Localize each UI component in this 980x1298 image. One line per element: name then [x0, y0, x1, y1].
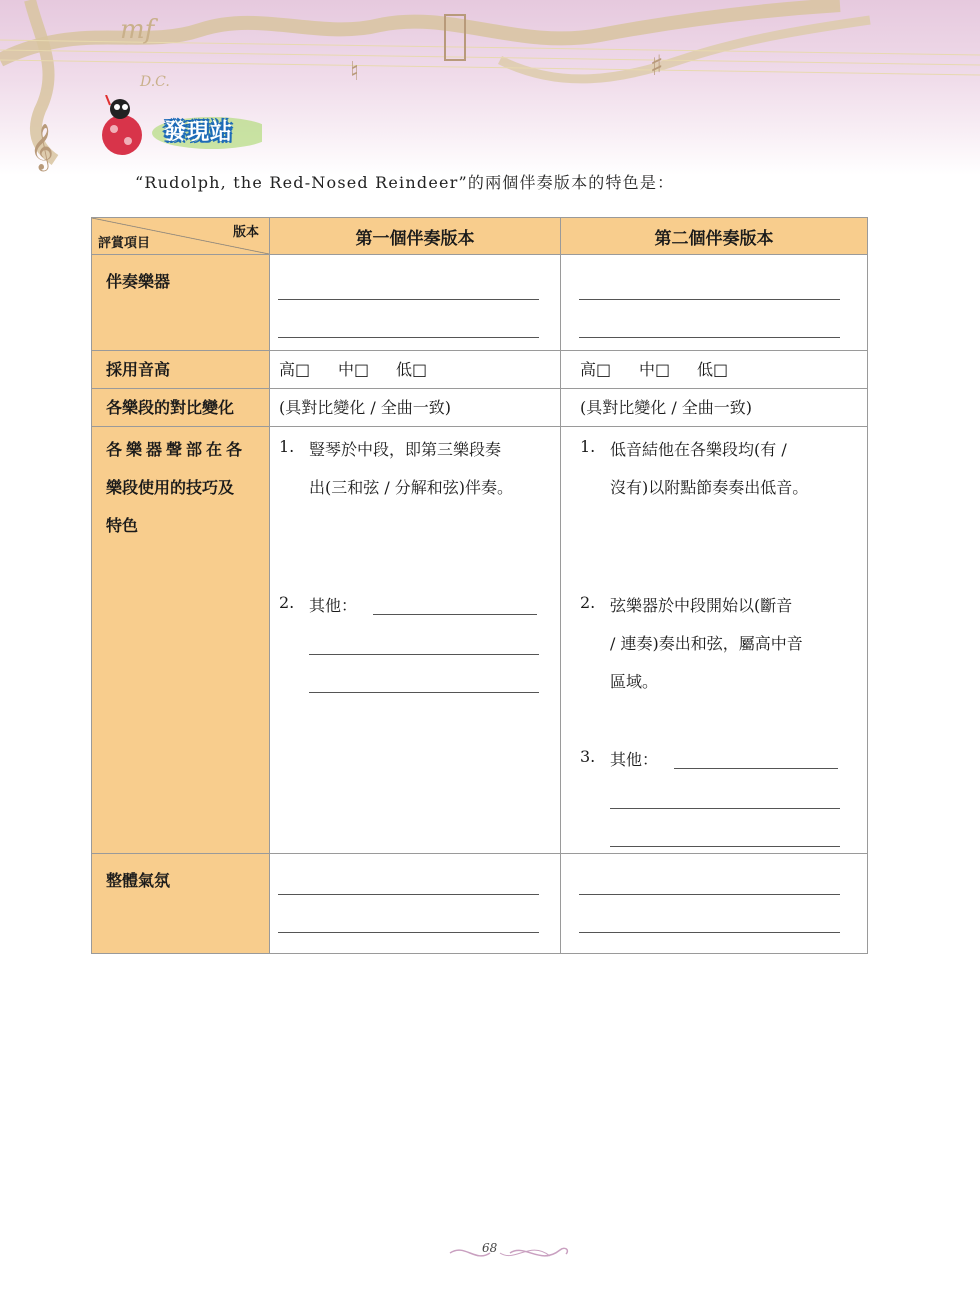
corner-cell [92, 218, 270, 255]
item-number: 2. [279, 593, 295, 612]
corner-version-label: 版本 [232, 225, 259, 240]
item-number: 1. [279, 437, 295, 456]
column-header-version-2: 第二個伴奏版本 [561, 218, 868, 255]
row-label-instruments: 伴奏樂器 [92, 255, 270, 351]
pitch-mid-checkbox[interactable]: 中□ [338, 360, 370, 379]
harp-question-line1: 豎琴於中段，即第三樂段奏 [309, 440, 502, 459]
strings-question-line1[interactable]: 弦樂器於中段開始以(斷音 [610, 596, 793, 615]
item-number: 2. [580, 593, 596, 612]
pitch-v1-cell [270, 351, 561, 389]
mood-v2-cell [561, 854, 868, 954]
answer-line[interactable] [373, 614, 537, 615]
table-row [92, 351, 868, 389]
strings-question-line2[interactable]: / 連奏)奏出和弦，屬高中音 [610, 634, 803, 653]
contrast-option[interactable]: (具對比變化 / 全曲一致) [279, 398, 452, 417]
table-row [92, 854, 868, 954]
page-footer [440, 1238, 580, 1268]
answer-line[interactable] [278, 894, 539, 895]
answer-line[interactable] [278, 932, 539, 933]
pitch-mid-checkbox[interactable]: 中□ [639, 360, 671, 379]
answer-line[interactable] [610, 846, 840, 847]
svg-text:mf: mf [120, 15, 155, 45]
pitch-v2-cell [561, 351, 868, 389]
other-label: 其他： [309, 596, 358, 615]
instruments-v1-cell [270, 255, 561, 351]
item-number: 1. [580, 437, 596, 456]
contrast-v2-cell [561, 389, 868, 427]
svg-text:𝄞: 𝄞 [30, 124, 54, 170]
corner-item-label: 評賞項目 [98, 236, 151, 251]
strings-question-line3: 區域。 [610, 672, 659, 691]
bass-question-line1[interactable]: 低音結他在各樂段均(有 / [610, 440, 787, 459]
column-header-version-1: 第一個伴奏版本 [270, 218, 561, 255]
pitch-high-checkbox[interactable]: 高□ [279, 360, 311, 379]
answer-line[interactable] [579, 337, 840, 338]
swirl-ornament-icon [440, 1238, 580, 1268]
answer-line[interactable] [579, 932, 840, 933]
table-header-row [92, 218, 868, 255]
svg-text:D.C.: D.C. [140, 74, 170, 90]
table-row [92, 389, 868, 427]
item-number: 3. [580, 747, 596, 766]
answer-line[interactable] [579, 894, 840, 895]
mood-v1-cell [270, 854, 561, 954]
row-label-contrast: 各樂段的對比變化 [92, 389, 270, 427]
pitch-low-checkbox[interactable]: 低□ [697, 360, 729, 379]
harp-question-line2[interactable]: 出(三和弦 / 分解和弦)伴奏。 [309, 478, 514, 497]
technique-v1-cell [270, 427, 561, 854]
answer-line[interactable] [309, 654, 539, 655]
bass-question-line2[interactable]: 沒有)以附點節奏奏出低音。 [610, 478, 809, 497]
evaluation-table [91, 217, 868, 954]
table-row [92, 255, 868, 351]
answer-line[interactable] [674, 768, 838, 769]
instruments-v2-cell [561, 255, 868, 351]
answer-line[interactable] [610, 808, 840, 809]
contrast-v1-cell [270, 389, 561, 427]
pitch-low-checkbox[interactable]: 低□ [396, 360, 428, 379]
contrast-option[interactable]: (具對比變化 / 全曲一致) [580, 398, 753, 417]
row-label-mood: 整體氣氛 [92, 854, 270, 954]
answer-line[interactable] [278, 337, 539, 338]
row-label-pitch: 採用音高 [92, 351, 270, 389]
svg-text:♯: ♯ [650, 49, 664, 82]
section-title: 發現站 [164, 120, 234, 145]
page-number: 68 [482, 1241, 498, 1255]
table-row [92, 427, 868, 854]
technique-v2-cell [561, 427, 868, 854]
other-label: 其他： [610, 750, 659, 769]
answer-line[interactable] [278, 299, 539, 300]
svg-text:♮: ♮ [350, 57, 360, 87]
answer-line[interactable] [579, 299, 840, 300]
section-logo [92, 95, 262, 163]
intro-text: “Rudolph, the Red-Nosed Reindeer”的兩個伴奏版本的特色是： [135, 173, 675, 192]
row-label-technique: 各樂器聲部在各 樂段使用的技巧及 特色 [92, 427, 270, 854]
answer-line[interactable] [309, 692, 539, 693]
pitch-high-checkbox[interactable]: 高□ [580, 360, 612, 379]
